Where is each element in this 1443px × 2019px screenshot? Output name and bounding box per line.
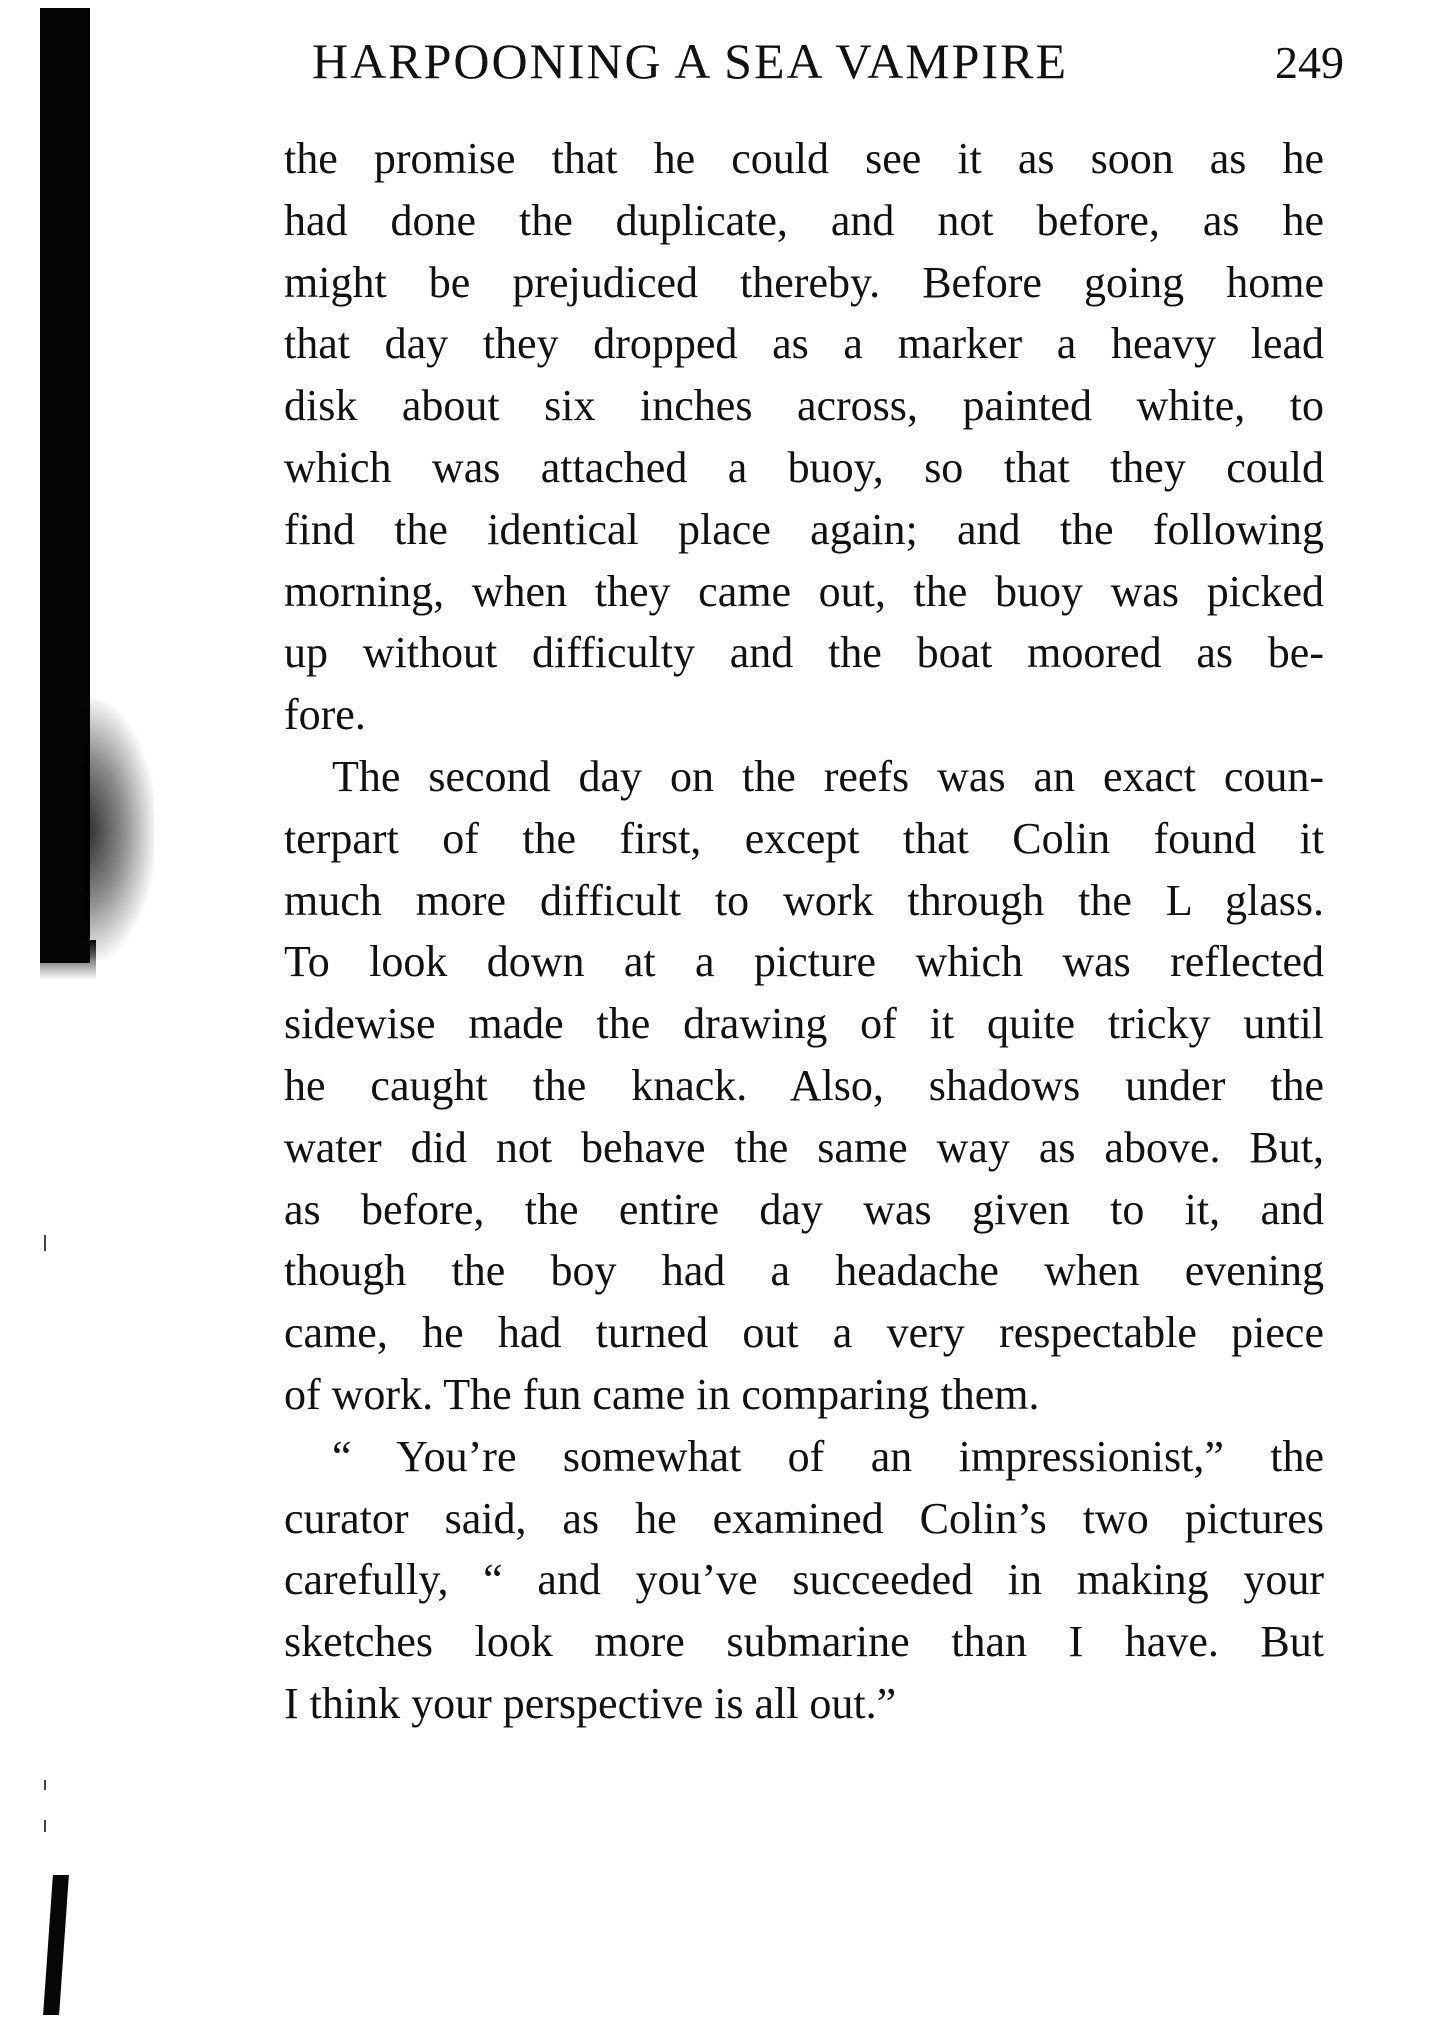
running-head — [312, 32, 1344, 102]
binding-shadow-tail — [40, 940, 96, 980]
text-line: the promise that he could see it as soon as he — [284, 134, 1324, 183]
running-head-title: HARPOONING A SEA VAMPIRE — [312, 33, 1069, 89]
scan-mark — [44, 1780, 46, 1790]
text-line: curator said, as he examined Colin’s two pictures — [284, 1493, 1324, 1543]
text-line: came, he had turned out a very respectable piece — [284, 1308, 1324, 1358]
text-line: find the identical place again; and the following — [284, 504, 1324, 554]
text-line: which was attached a buoy, so that they could — [284, 442, 1324, 492]
text-line: “ You’re somewhat of an impressionist,” the — [332, 1431, 1324, 1481]
text-line: terpart of the first, except that Colin found it — [284, 813, 1324, 863]
binding-shadow-bottom — [43, 1875, 69, 2015]
text-line: sidewise made the drawing of it quite tricky until — [284, 999, 1324, 1049]
paragraph — [284, 128, 1324, 746]
page-number: 249 — [1275, 37, 1344, 88]
paragraph — [284, 1426, 1324, 1735]
text-line: water did not behave the same way as above. But, — [284, 1122, 1324, 1172]
text-line: of work. The fun came in comparing them. — [284, 1369, 1040, 1419]
body-text — [284, 128, 1324, 1735]
text-line: that day they dropped as a marker a heavy lead — [284, 319, 1324, 369]
text-line: might be prejudiced thereby. Before going home — [284, 257, 1324, 307]
scan-mark — [44, 1820, 46, 1832]
scan-mark — [44, 1235, 46, 1251]
text-line: morning, when they came out, the buoy was picked — [284, 566, 1324, 616]
paragraph — [284, 746, 1324, 1426]
text-line: disk about six inches across, painted white, to — [284, 381, 1324, 431]
text-line: he caught the knack. Also, shadows under the — [284, 1060, 1324, 1110]
text-line: sketches look more submarine than I have. But — [284, 1617, 1324, 1667]
text-line: To look down at a picture which was reflected — [284, 937, 1324, 987]
text-line: up without difficulty and the boat moored as be- — [284, 628, 1324, 678]
text-line: as before, the entire day was given to it, and — [284, 1184, 1324, 1234]
text-line: carefully, “ and you’ve succeeded in making your — [284, 1555, 1324, 1605]
text-line: though the boy had a headache when evening — [284, 1246, 1324, 1296]
text-line: had done the duplicate, and not before, as he — [284, 195, 1324, 245]
binding-shadow — [40, 8, 90, 963]
text-line: much more difficult to work through the L glass. — [284, 875, 1324, 925]
text-line: The second day on the reefs was an exact coun- — [332, 751, 1324, 801]
text-line: I think your perspective is all out.” — [284, 1678, 897, 1728]
binding-shadow-fray — [84, 700, 154, 960]
text-line: fore. — [284, 690, 366, 740]
